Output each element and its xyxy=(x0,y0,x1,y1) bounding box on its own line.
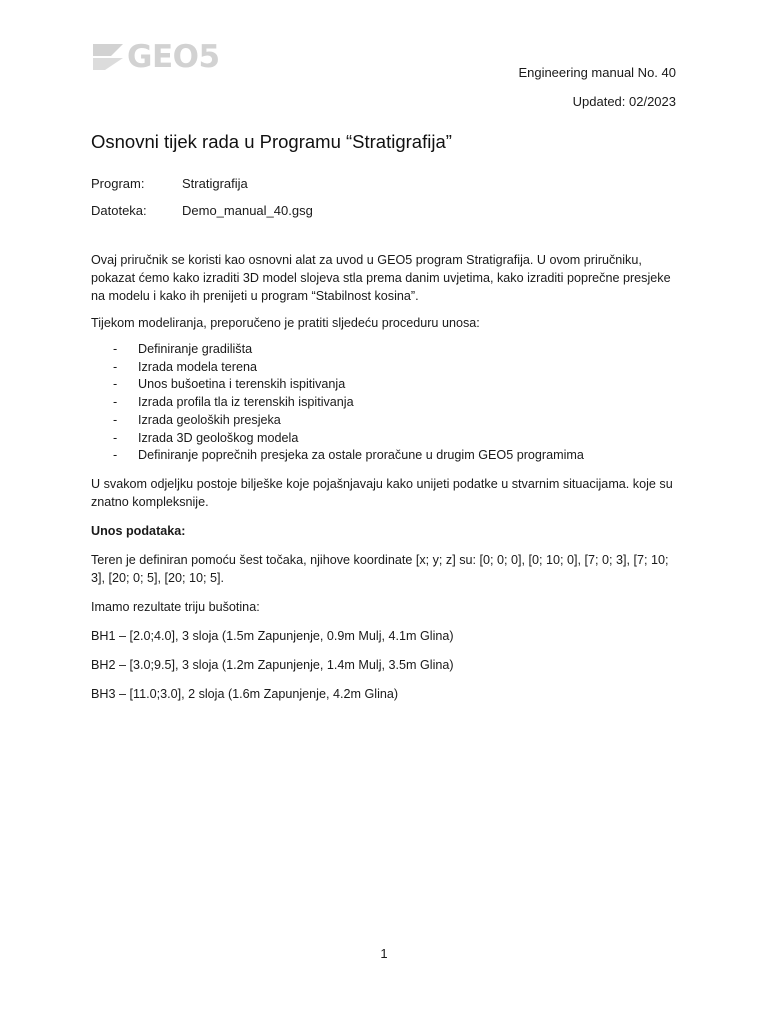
list-item-text: Izrada modela terena xyxy=(138,359,258,374)
terrain-paragraph: Teren je definiran pomoću šest točaka, njihove koordinate [x; y; z] su: [0; 0; 0], [0; 10; 0], [7; 0; 3], [7; 10; 3], [20; 0; 5], [20; 10; 5]. xyxy=(91,552,669,585)
document-header xyxy=(518,58,676,116)
list-item xyxy=(91,447,676,465)
list-dash: - xyxy=(113,359,118,374)
geo5-logo-mark-icon xyxy=(91,42,125,72)
list-dash: - xyxy=(113,412,118,427)
procedure-intro: Tijekom modeliranja, preporučeno je pratiti sljedeću proceduru unosa: xyxy=(91,316,480,330)
input-heading: Unos podataka: xyxy=(91,523,186,538)
list-item-text: Izrada geoloških presjeka xyxy=(138,412,281,427)
page-title: Osnovni tijek rada u Programu “Stratigrafija” xyxy=(91,131,452,152)
list-dash: - xyxy=(113,448,118,463)
meta-label: Program: xyxy=(91,176,145,191)
intro-paragraph: Ovaj priručnik se koristi kao osnovni alat za uvod u GEO5 program Stratigrafija. U ovom priručniku, pokazat ćemo kako izraditi 3D model slojeva stla prema danim uvjetima, kako izraditi poprečne presjeke na modelu i kako ih prenijeti u program “Stabilnost kosina”. xyxy=(91,253,671,303)
boreholes-intro: Imamo rezultate triju bušotina: xyxy=(91,599,260,614)
list-item xyxy=(91,359,676,377)
list-dash: - xyxy=(113,430,118,445)
list-item xyxy=(91,376,676,394)
meta-value: Demo_manual_40.gsg xyxy=(182,203,313,218)
meta-row-program xyxy=(91,170,676,197)
list-dash: - xyxy=(113,395,118,410)
list-dash: - xyxy=(113,342,118,356)
list-item xyxy=(91,412,676,430)
spacer xyxy=(91,224,676,251)
procedure-list xyxy=(91,341,676,465)
meta-label: Datoteka: xyxy=(91,203,147,218)
list-item-text: Definiranje gradilišta xyxy=(138,342,253,356)
list-item-text: Izrada 3D geološkog modela xyxy=(138,430,299,445)
geo5-logo xyxy=(91,41,220,73)
manual-number: Engineering manual No. 40 xyxy=(518,65,676,80)
list-item xyxy=(91,430,676,448)
borehole-bh3: BH3 – [11.0;3.0], 2 sloja (1.6m Zapunjenje, 4.2m Glina) xyxy=(91,686,399,701)
logo-text: GEO5 xyxy=(127,39,220,75)
borehole-bh1: BH1 – [2.0;4.0], 3 sloja (1.5m Zapunjenje, 0.9m Mulj, 4.1m Glina) xyxy=(91,628,454,643)
list-item-text: Izrada profila tla iz terenskih ispitivanja xyxy=(138,395,354,410)
page-number: 1 xyxy=(380,946,388,961)
list-item-text: Unos bušoetina i terenskih ispitivanja xyxy=(138,377,346,392)
borehole-bh2: BH2 – [3.0;9.5], 3 sloja (1.2m Zapunjenje, 1.4m Mulj, 3.5m Glina) xyxy=(91,657,454,672)
meta-row-file xyxy=(91,197,676,224)
list-dash: - xyxy=(113,377,118,392)
updated-date: Updated: 02/2023 xyxy=(572,94,676,109)
list-item xyxy=(91,341,676,359)
notes-paragraph: U svakom odjeljku postoje bilješke koje pojašnjavaju kako unijeti podatke u stvarnim situacijama. koje su znatno kompleksnije. xyxy=(91,476,673,509)
list-item xyxy=(91,394,676,412)
document-body xyxy=(91,130,676,714)
list-item-text: Definiranje poprečnih presjeka za ostale proračune u drugim GEO5 programima xyxy=(138,448,584,463)
meta-value: Stratigrafija xyxy=(182,176,248,191)
